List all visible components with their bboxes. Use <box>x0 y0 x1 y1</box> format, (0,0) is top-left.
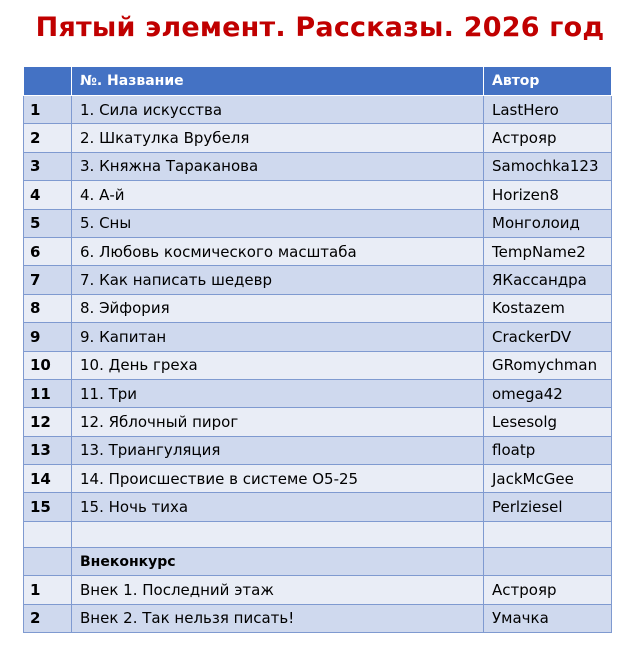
row-title: 7. Как написать шедевр <box>72 266 484 294</box>
table-header-row <box>24 67 612 96</box>
extra-table-row <box>24 604 612 632</box>
table-row <box>24 323 612 351</box>
table-row <box>24 436 612 464</box>
row-title: 3. Княжна Тараканова <box>72 152 484 180</box>
row-number: 12 <box>24 408 72 436</box>
table-row <box>24 379 612 407</box>
row-number: 5 <box>24 209 72 237</box>
table-row <box>24 152 612 180</box>
stories-table <box>23 66 612 633</box>
row-author: LastHero <box>484 96 612 124</box>
row-author: Perlziesel <box>484 493 612 521</box>
row-author: omega42 <box>484 379 612 407</box>
table-row <box>24 493 612 521</box>
row-author: CrackerDV <box>484 323 612 351</box>
row-number: 14 <box>24 465 72 493</box>
row-title: 14. Происшествие в системе О5-25 <box>72 465 484 493</box>
row-title: 10. День греха <box>72 351 484 379</box>
row-number: 8 <box>24 294 72 322</box>
row-title: 6. Любовь космического масштаба <box>72 237 484 265</box>
row-number: 2 <box>24 124 72 152</box>
header-author: Автор <box>484 67 612 96</box>
row-author: floatp <box>484 436 612 464</box>
table-row <box>24 351 612 379</box>
row-title: 1. Сила искусства <box>72 96 484 124</box>
row-author: TempName2 <box>484 237 612 265</box>
empty-cell <box>24 521 72 547</box>
row-title: 13. Триангуляция <box>72 436 484 464</box>
row-title: 15. Ночь тиха <box>72 493 484 521</box>
empty-cell <box>484 547 612 575</box>
empty-cell <box>484 521 612 547</box>
table-row <box>24 96 612 124</box>
row-author: Horizen8 <box>484 181 612 209</box>
header-title: №. Название <box>72 67 484 96</box>
row-author: Lesesolg <box>484 408 612 436</box>
page-title: Пятый элемент. Рассказы. 2026 год <box>35 12 605 43</box>
table-row <box>24 209 612 237</box>
row-number: 4 <box>24 181 72 209</box>
row-title: 5. Сны <box>72 209 484 237</box>
row-author: Умачка <box>484 604 612 632</box>
row-title: 9. Капитан <box>72 323 484 351</box>
row-number: 1 <box>24 576 72 604</box>
row-number: 3 <box>24 152 72 180</box>
row-author: Kostazem <box>484 294 612 322</box>
row-title: 4. А-й <box>72 181 484 209</box>
table-row <box>24 408 612 436</box>
row-number: 11 <box>24 379 72 407</box>
table-row <box>24 237 612 265</box>
table-body <box>24 96 612 633</box>
row-author: JackMcGee <box>484 465 612 493</box>
row-title: Внек 1. Последний этаж <box>72 576 484 604</box>
row-number: 10 <box>24 351 72 379</box>
table-row <box>24 465 612 493</box>
table-row <box>24 266 612 294</box>
row-title: 8. Эйфория <box>72 294 484 322</box>
row-author: Астрояр <box>484 576 612 604</box>
table-row <box>24 294 612 322</box>
row-title: Внек 2. Так нельзя писать! <box>72 604 484 632</box>
row-number: 6 <box>24 237 72 265</box>
table-row-blank <box>24 521 612 547</box>
row-number: 13 <box>24 436 72 464</box>
empty-cell <box>72 521 484 547</box>
row-number: 9 <box>24 323 72 351</box>
section-label: Внеконкурс <box>72 547 484 575</box>
row-number: 15 <box>24 493 72 521</box>
row-title: 11. Три <box>72 379 484 407</box>
row-author: GRomychman <box>484 351 612 379</box>
table-row <box>24 124 612 152</box>
row-title: 2. Шкатулка Врубеля <box>72 124 484 152</box>
row-author: ЯКассандра <box>484 266 612 294</box>
row-number: 2 <box>24 604 72 632</box>
row-author: Монголоид <box>484 209 612 237</box>
empty-cell <box>24 547 72 575</box>
row-author: Samochka123 <box>484 152 612 180</box>
row-title: 12. Яблочный пирог <box>72 408 484 436</box>
row-number: 7 <box>24 266 72 294</box>
extra-table-row <box>24 576 612 604</box>
table-section-row <box>24 547 612 575</box>
row-author: Астрояр <box>484 124 612 152</box>
row-number: 1 <box>24 96 72 124</box>
header-number <box>24 67 72 96</box>
table-row <box>24 181 612 209</box>
